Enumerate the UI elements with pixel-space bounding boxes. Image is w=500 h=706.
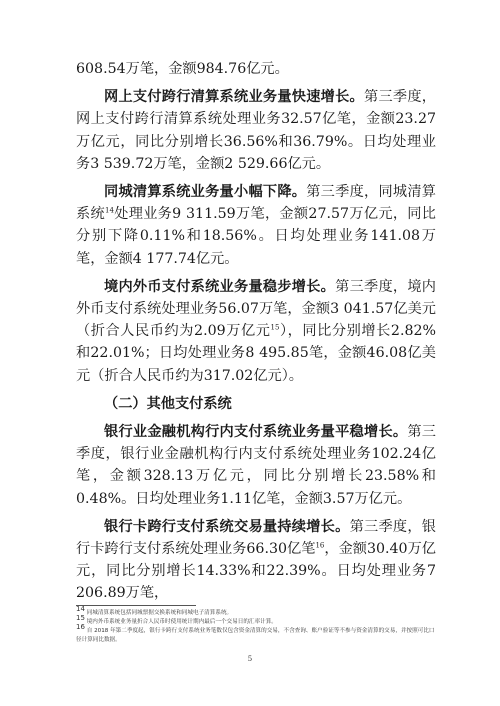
paragraph-lead: 境内外币支付系统业务量稳步增长。 [104, 278, 336, 295]
footnote-text: 境内外币系统业务量折合人民币时使用统计期内最后一个交易日的汇率计算。 [86, 619, 277, 625]
section-heading-text: （二）其他支付系统 [104, 395, 232, 412]
paragraph-local-clearing [76, 181, 436, 270]
footnote-text: 同城清算系统包括同城票据交换系统和同城电子清算系统。 [86, 610, 233, 616]
footnote-ref: 15 [270, 323, 280, 332]
paragraph-text: 第三季度，银行业金融机构行内支付系统处理业务102.24亿笔，金额328.13万亿元，同比分别增长23.58%和0.48%。日均处理业务1.11亿笔，金额3.57万亿元。 [76, 424, 436, 507]
paragraph-continuation [76, 58, 436, 80]
paragraph-text: 第三季度，银行卡跨行支付系统处理业务66.30亿笔 [76, 518, 436, 558]
paragraph-text: 第三季度，境内外币支付系统处理业务56.07万笔，金额3 041.57亿美元（折合人民币约为2.09万亿元 [76, 278, 436, 340]
paragraph-lead: 同城清算系统业务量小幅下降。 [104, 184, 307, 201]
paragraph-lead: 银行卡跨行支付系统交易量持续增长。 [104, 518, 350, 535]
section-heading [76, 393, 436, 415]
footnote-number: 14 [76, 605, 85, 614]
paragraph-text: ），同比分别增长2.82%和22.01%；日均处理业务8 495.85笔，金额46.08亿美元（折合人民币约为317.02亿元）。 [76, 323, 436, 384]
paragraph-online-payment [76, 86, 436, 175]
footnote-text: 自 2018 年第二季度起，银行卡跨行支付系统业务笔数仅包含资金清算的交易，不含查询、账户验证等不参与资金清算的交易，并按照可比口径计算同比数据。 [76, 628, 435, 643]
footnote-number: 15 [76, 614, 85, 623]
paragraph-text: ，金额30.40万亿元，同比分别增长14.33%和22.39%。日均处理业务7 206.89万笔， [76, 541, 436, 602]
page-number: 5 [247, 655, 253, 663]
footnote-ref: 14 [104, 206, 114, 215]
paragraph-text: 第三季度，网上支付跨行清算系统处理业务32.57亿笔，金额23.27万亿元，同比分别增长36.56%和36.79%。日均处理业务3 539.72万笔，金额2 529.66亿元。 [76, 89, 436, 172]
footnote-number: 16 [76, 623, 85, 632]
footnotes [76, 605, 436, 645]
footnote-item [76, 614, 436, 627]
footnote-item [76, 605, 436, 618]
paragraph-lead: 网上支付跨行清算系统业务量快速增长。 [104, 89, 365, 106]
paragraph-text: 处理业务9 311.59万笔，金额27.57万亿元，同比分别下降0.11%和18.56%。日均处理业务141.08万笔，金额4 177.74亿元。 [76, 206, 436, 267]
paragraph-text: 608.54万笔，金额984.76亿元。 [76, 61, 289, 77]
paragraph-bank-card [76, 516, 436, 605]
paragraph-text: 第三季度，同城清算系统 [76, 184, 436, 223]
paragraph-foreign-currency [76, 276, 436, 387]
paragraph-lead: 银行业金融机构行内支付系统业务量平稳增长。 [104, 424, 408, 441]
footnote-divider [76, 605, 196, 606]
footnote-item [76, 623, 436, 645]
footnote-ref: 16 [315, 541, 325, 550]
paragraph-intrabank [76, 421, 436, 510]
